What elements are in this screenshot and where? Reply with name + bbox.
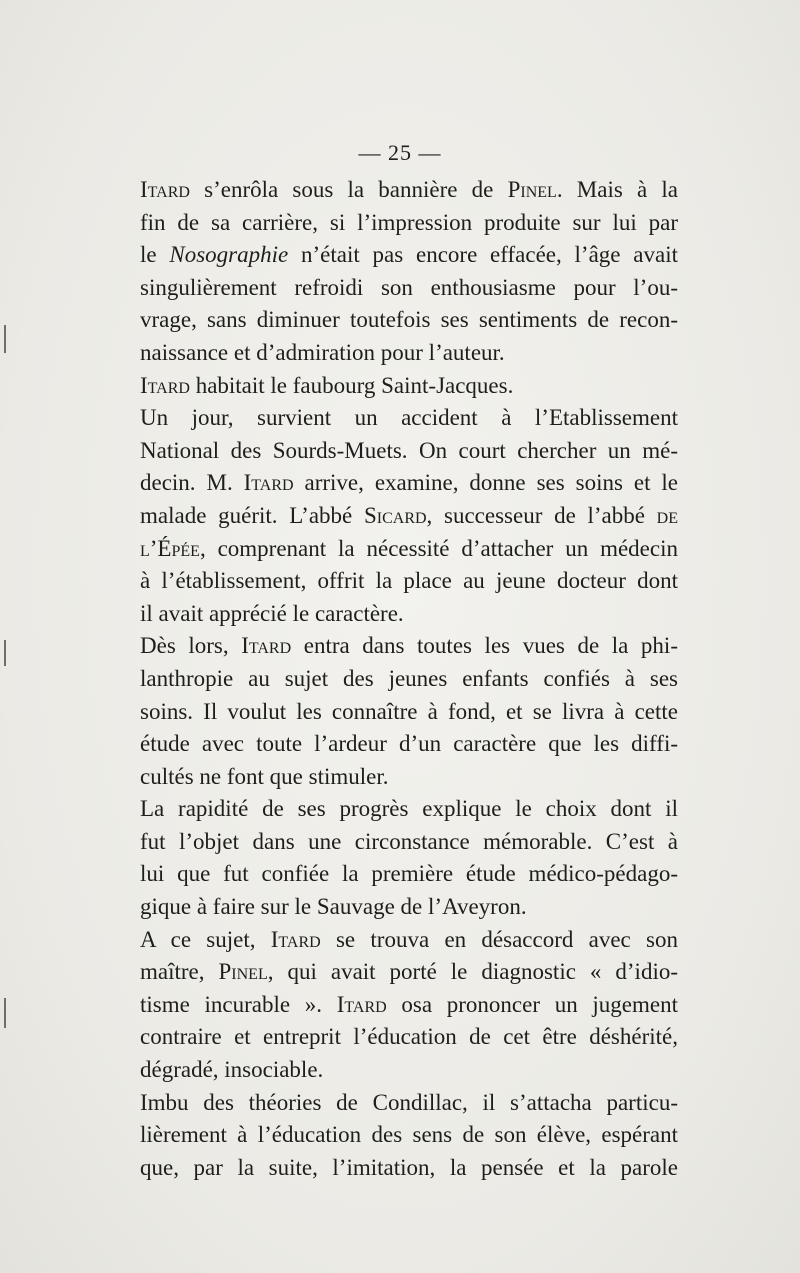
particle-de: de bbox=[656, 502, 678, 528]
name-pinel: Pinel bbox=[507, 177, 557, 202]
text-line: il avait apprécié le caractère. bbox=[140, 600, 404, 626]
name-itard: Itard bbox=[140, 372, 190, 398]
text-line: cultés ne font que stimuler. bbox=[140, 763, 389, 789]
paragraph-3 bbox=[115, 402, 678, 630]
text-line: le Nosographie n’était pas encore effacée, l’âge avait bbox=[140, 242, 678, 268]
paragraph-5 bbox=[115, 793, 678, 923]
paragraph-6 bbox=[115, 924, 678, 1087]
body-text bbox=[115, 174, 678, 1184]
text-line: Itard habitait le faubourg Saint-Jacques. bbox=[140, 372, 514, 398]
text-line: soins. Il voulut les connaître à fond, et se livra à cette bbox=[140, 698, 678, 724]
page-number: — 25 — bbox=[358, 140, 442, 165]
text-line: La rapidité de ses progrès explique le choix dont il bbox=[140, 796, 678, 822]
work-title: Nosographie bbox=[169, 242, 289, 268]
text-line: singulièrement refroidi son enthousiasme pour l’ou- bbox=[140, 274, 678, 300]
text-line: malade guérit. L’abbé Sicard, successeur de l’abbé de bbox=[140, 502, 678, 528]
paragraph-1 bbox=[115, 174, 678, 370]
name-sicard: Sicard bbox=[363, 502, 427, 528]
text-line: lièrement à l’éducation des sens de son élève, espérant bbox=[140, 1122, 678, 1148]
text-line: lui que fut confiée la première étude médico-pédago- bbox=[140, 861, 678, 887]
text-line: naissance et d’admiration pour l’auteur. bbox=[140, 339, 505, 365]
name-lepee: l’Épée bbox=[140, 535, 200, 561]
paragraph-4 bbox=[115, 630, 678, 793]
text-line: gique à faire sur le Sauvage de l’Aveyron. bbox=[140, 894, 527, 920]
text-line: Itard s’enrôla sous la bannière de Pinel. Mais à la bbox=[140, 177, 678, 202]
paragraph-2 bbox=[115, 370, 678, 403]
text-line: que, par la suite, l’imitation, la pensée et la parole bbox=[140, 1154, 678, 1180]
name-itard: Itard bbox=[140, 177, 190, 202]
text-line: étude avec toute l’ardeur d’un caractère que les diffi- bbox=[140, 731, 678, 757]
paragraph-7 bbox=[115, 1087, 678, 1185]
text-line: maître, Pinel, qui avait porté le diagnostic « d’idio- bbox=[140, 959, 678, 985]
text-line: decin. M. Itard arrive, examine, donne ses soins et le bbox=[140, 470, 678, 496]
text-line: National des Sourds-Muets. On court chercher un mé- bbox=[140, 437, 678, 463]
text-line: vrage, sans diminuer toutefois ses sentiments de recon- bbox=[140, 307, 678, 333]
text-line: tisme incurable ». Itard osa prononcer un jugement bbox=[140, 991, 678, 1017]
text-line: Dès lors, Itard entra dans toutes les vues de la phi- bbox=[140, 633, 678, 659]
name-pinel: Pinel bbox=[218, 959, 268, 985]
text-line: l’Épée, comprenant la nécessité d’attacher un médecin bbox=[140, 535, 678, 561]
text-line: lanthropie au sujet des jeunes enfants confiés à ses bbox=[140, 665, 678, 691]
text-line: dégradé, insociable. bbox=[140, 1057, 324, 1083]
text-line: à l’établissement, offrit la place au jeune docteur dont bbox=[140, 568, 678, 594]
text-line: contraire et entreprit l’éducation de cet être déshérité, bbox=[140, 1024, 678, 1050]
text-line: fut l’objet dans une circonstance mémorable. C’est à bbox=[140, 828, 678, 854]
text-line: Imbu des théories de Condillac, il s’attacha particu- bbox=[140, 1089, 678, 1115]
name-itard: Itard bbox=[336, 991, 387, 1017]
text-line: A ce sujet, Itard se trouva en désaccord avec son bbox=[140, 926, 678, 952]
text-line: Un jour, survient un accident à l’Etablissement bbox=[140, 405, 678, 431]
name-itard: Itard bbox=[270, 926, 321, 952]
left-edge-mark bbox=[4, 325, 6, 353]
name-itard: Itard bbox=[243, 470, 294, 496]
text-line: fin de sa carrière, si l’impression produite sur lui par bbox=[140, 209, 678, 235]
left-edge-mark bbox=[4, 640, 6, 666]
name-itard: Itard bbox=[241, 633, 292, 659]
left-edge-mark bbox=[4, 998, 6, 1028]
